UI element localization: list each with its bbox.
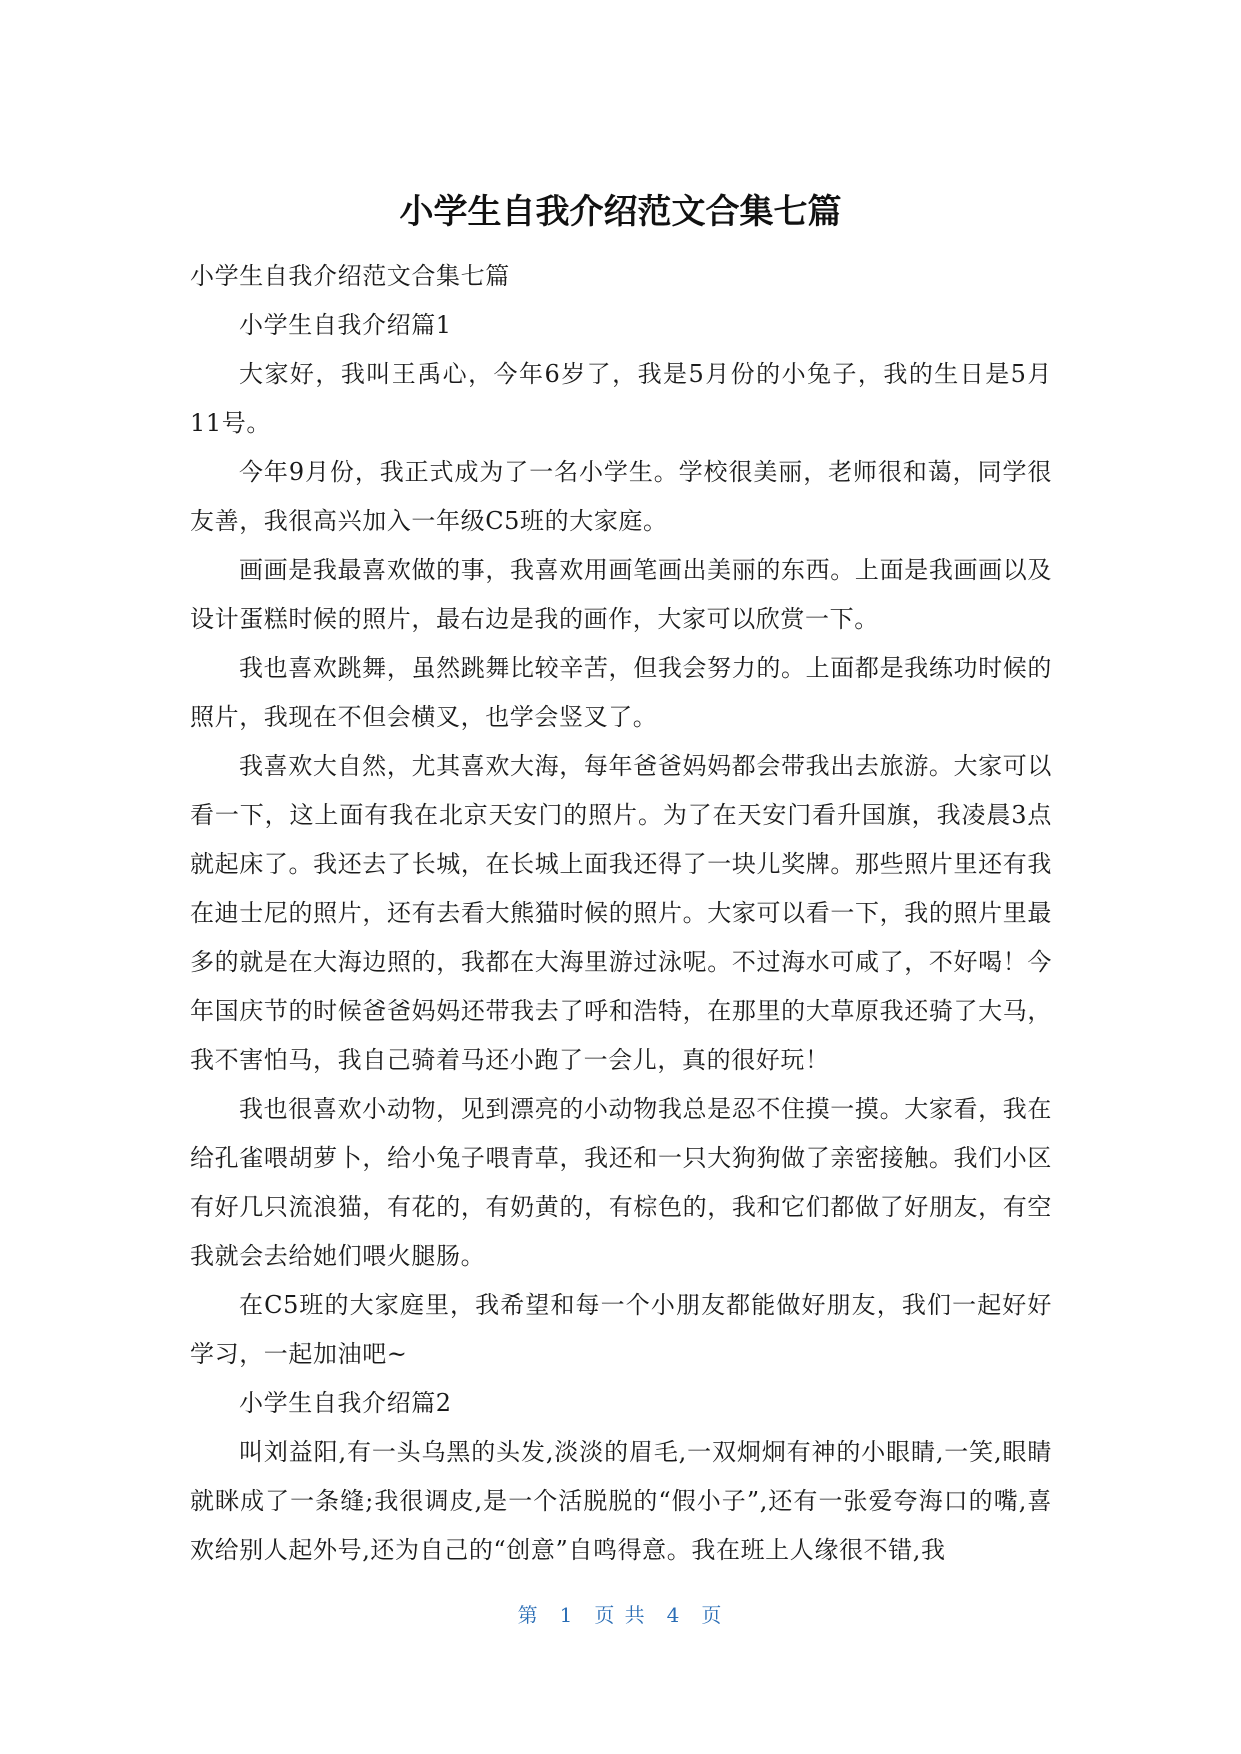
footer-current-page: 1 <box>559 1603 575 1627</box>
page-footer <box>0 1600 1241 1630</box>
paragraph: 我也喜欢跳舞，虽然跳舞比较辛苦，但我会努力的。上面都是我练功时候的照片，我现在不但会横叉，也学会竖叉了。 <box>190 654 1052 731</box>
paragraph: 今年9月份，我正式成为了一名小学生。学校很美丽，老师很和蔼，同学很友善，我很高兴加入一年级C5班的大家庭。 <box>190 458 1052 535</box>
footer-word-end: 页 <box>701 1603 724 1627</box>
section-heading-1: 小学生自我介绍篇1 <box>239 311 452 339</box>
footer-word-page: 第 <box>517 1603 540 1627</box>
document-title: 小学生自我介绍范文合集七篇 <box>399 192 842 232</box>
paragraph: 我喜欢大自然，尤其喜欢大海，每年爸爸妈妈都会带我出去旅游。大家可以看一下，这上面有我在北京天安门的照片。为了在天安门看升国旗，我凌晨3点就起床了。我还去了长城，在长城上面我还得了一块儿奖牌。那些照片里还有我在迪士尼的照片，还有去看大熊猫时候的照片。大家可以看一下，我的照片里最多的就是在大海边照的，我都在大海里游过泳呢。不过海水可咸了，不好喝！今年国庆节的时候爸爸妈妈还带我去了呼和浩特，在那里的大草原我还骑了大马，我不害怕马，我自己骑着马还小跑了一会儿，真的很好玩！ <box>190 752 1052 1074</box>
paragraph: 在C5班的大家庭里，我希望和每一个小朋友都能做好朋友，我们一起好好学习，一起加油吧~ <box>190 1291 1052 1368</box>
section-heading-2: 小学生自我介绍篇2 <box>239 1389 452 1417</box>
subtitle-line: 小学生自我介绍范文合集七篇 <box>190 262 510 290</box>
paragraph: 我也很喜欢小动物，见到漂亮的小动物我总是忍不住摸一摸。大家看，我在给孔雀喂胡萝卜，给小兔子喂青草，我还和一只大狗狗做了亲密接触。我们小区有好几只流浪猫，有花的，有奶黄的，有棕色的，我和它们都做了好朋友，有空我就会去给她们喂火腿肠。 <box>190 1095 1052 1270</box>
document-body <box>190 252 1052 1575</box>
paragraph: 画画是我最喜欢做的事，我喜欢用画笔画出美丽的东西。上面是我画画以及设计蛋糕时候的照片，最右边是我的画作，大家可以欣赏一下。 <box>190 556 1052 633</box>
paragraph: 叫刘益阳,有一头乌黑的头发,淡淡的眉毛,一双炯炯有神的小眼睛,一笑,眼睛就眯成了一条缝;我很调皮,是一个活脱脱的“假小子”,还有一张爱夸海口的嘴,喜欢给别人起外号,还为自己的“创意”自鸣得意。我在班上人缘很不错,我 <box>190 1438 1052 1564</box>
paragraph: 大家好，我叫王禹心，今年6岁了，我是5月份的小兔子，我的生日是5月11号。 <box>190 360 1052 437</box>
footer-word-total: 页 共 <box>594 1603 647 1627</box>
footer-total-pages: 4 <box>666 1603 682 1627</box>
